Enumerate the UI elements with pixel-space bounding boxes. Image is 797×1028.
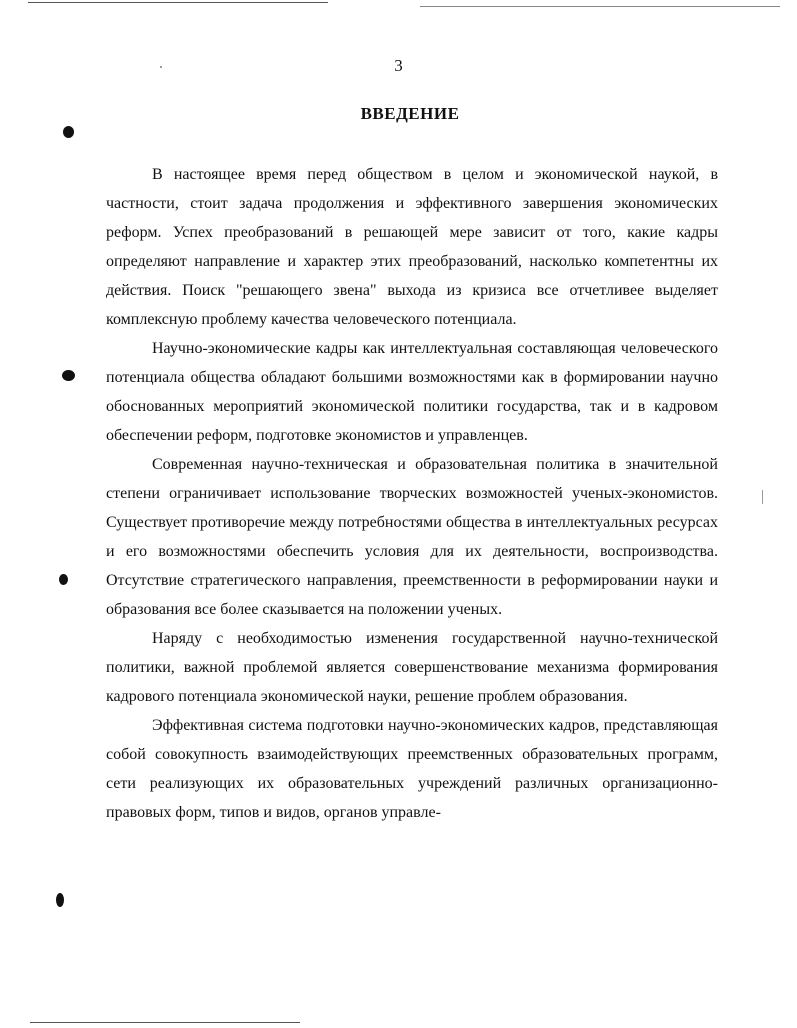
section-title: ВВЕДЕНИЕ [360,104,460,123]
paragraph: Наряду с необходимостью изменения государственной научно-технической политики, важной проблемой является совершенствование механизма формирования кадрового потенциала экономической науки, решение проблем образования. [106,630,718,705]
punch-hole-mark [63,126,74,138]
paragraph: Научно-экономические кадры как интеллектуальная составляющая человеческого потенциала общества обладают большими возможностями как в формировании научно обоснованных мероприятий экономической политики государства, так и в кадровом обеспечении реформ, подготовке экономистов и управленцев. [106,340,718,444]
paragraph: В настоящее время перед обществом в целом и экономической наукой, в частности, стоит задача продолжения и эффективного завершения экономических реформ. Успех преобразований в решающей мере зависит от того, какие кадры определяют направление и характер этих преобразований, насколько компетентны их действия. Поиск "решающего звена" выхода из кризиса все отчетливее выделяет комплексную проблему качества человеческого потенциала. [106,166,718,328]
page-number: 3 [394,56,403,75]
paragraph: Современная научно-техническая и образовательная политика в значительной степени ограничивает использование творческих возможностей ученых-экономистов. Существует противоречие между потребностями общества в интеллектуальных ресурсах и его возможностями обеспечить условия для их деятельности, воспроизводства. Отсутствие стратегического направления, преемственности в реформировании науки и образования все более сказывается на положении ученых. [106,456,718,618]
paragraph: Эффективная система подготовки научно-экономических кадров, представляющая собой совокупность взаимодействующих преемственных образовательных программ, сети реализующих их образовательных учреждений различных организационно-правовых форм, типов и видов, органов управле- [106,717,718,821]
scan-speck [762,490,763,504]
body-text [106,160,718,827]
punch-hole-mark [62,370,75,381]
scan-edge-line-top-right [420,6,780,7]
scan-edge-line-top [28,2,328,3]
punch-hole-mark [56,893,64,907]
punch-hole-mark [59,574,68,585]
scan-edge-line-bottom [30,1022,300,1023]
